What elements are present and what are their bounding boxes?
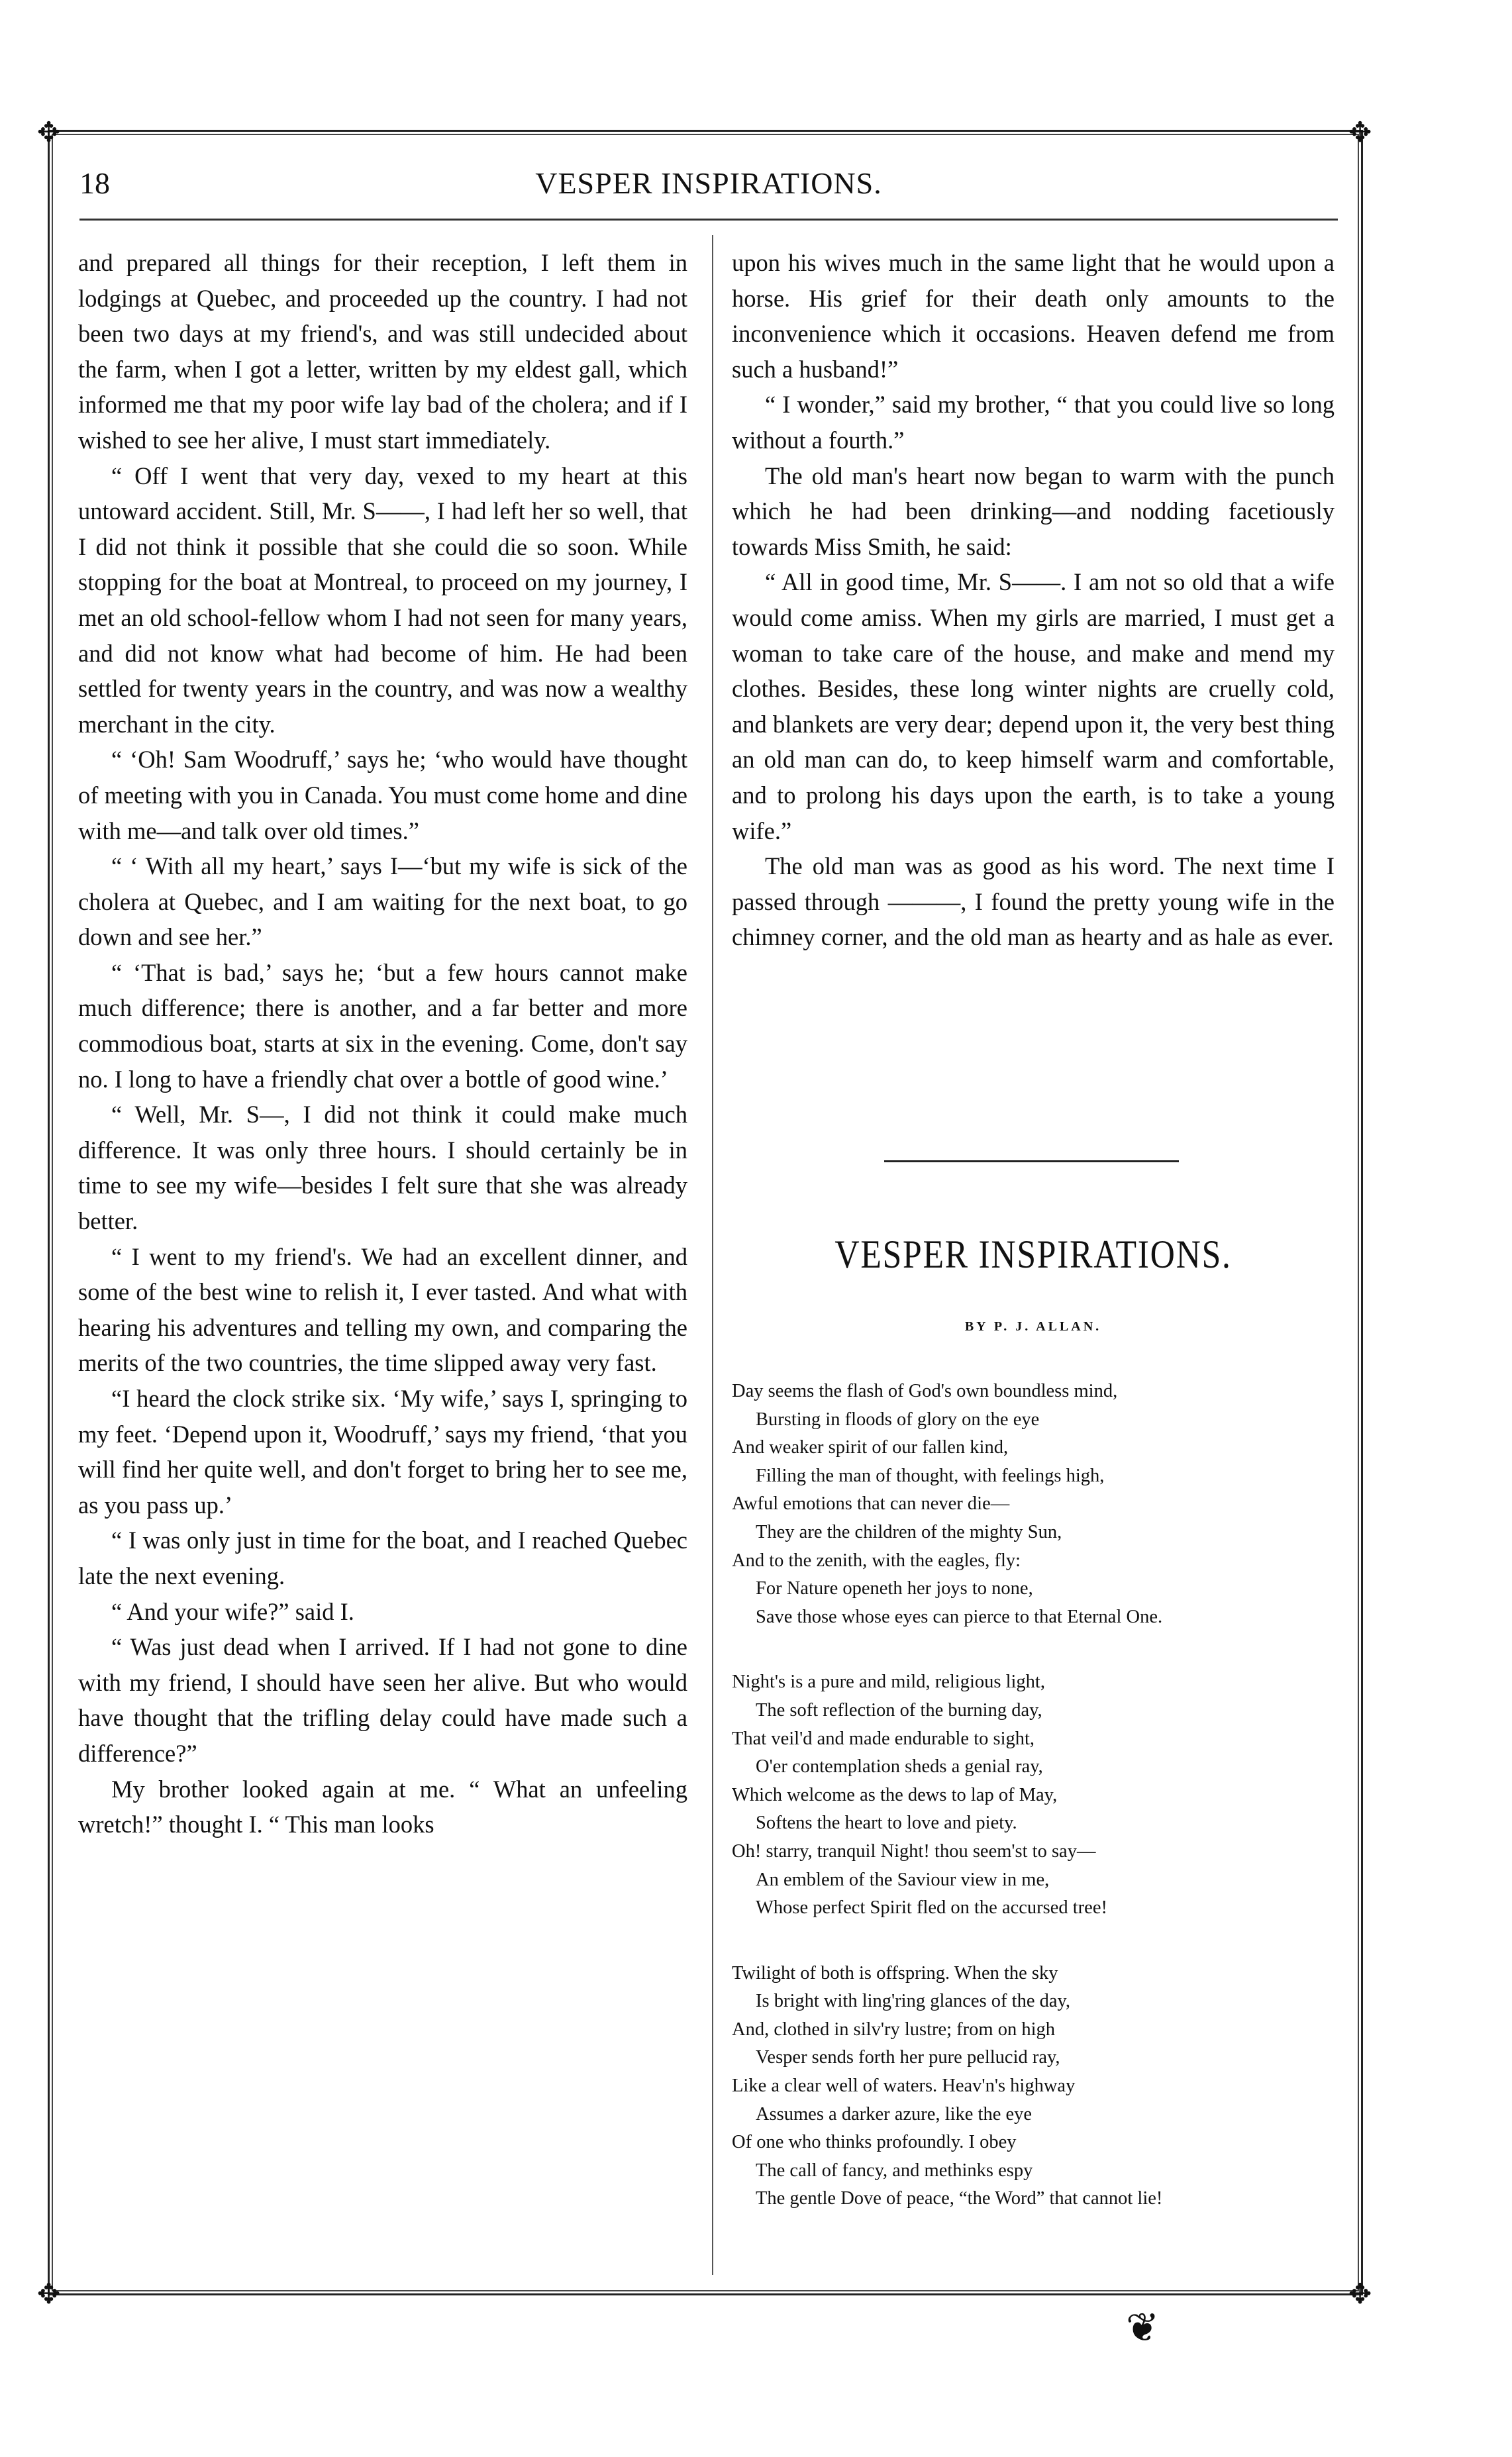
poem-line: Is bright with ling'ring glances of the day, bbox=[756, 1991, 1071, 2012]
poem-line: Bursting in floods of glory on the eye bbox=[756, 1409, 1040, 1430]
poem-line: And, clothed in silv'ry lustre; from on high bbox=[732, 2019, 1055, 2040]
column-divider bbox=[712, 235, 713, 2275]
page-number: 18 bbox=[79, 166, 110, 200]
paragraph: “ I was only just in time for the boat, and I reached Quebec late the next evening. bbox=[78, 1527, 687, 1589]
paragraph: “ I wonder,” said my brother, “ that you could live so long without a fourth.” bbox=[732, 391, 1335, 454]
paragraph: upon his wives much in the same light that he would upon a horse. His grief for their death only amounts to the inconvenience which it occasions. Heaven defend me from such a husband!” bbox=[732, 249, 1335, 383]
poem-line: Day seems the flash of God's own boundless mind, bbox=[732, 1381, 1118, 1401]
poem-stanza bbox=[732, 1378, 1341, 1631]
paragraph: My brother looked again at me. “ What an unfeeling wretch!” thought I. “ This man looks bbox=[78, 1775, 687, 1838]
paragraph: “ Off I went that very day, vexed to my heart at this untoward accident. Still, Mr. S——, I had left her so well, that I did not think it possible that she could die so soon. While stopping for the boat at Montreal, to proceed on my journey, I met an old school-fellow whom I had not seen for many years, and did not know what had become of him. He had been settled for twenty years in the country, and was now a wealthy merchant in the city. bbox=[78, 462, 687, 738]
poem-line: Assumes a darker azure, like the eye bbox=[756, 2103, 1033, 2125]
paragraph: “ Well, Mr. S—, I did not think it could make much difference. It was only three hours. I should certainly be in time to see my wife—besides I felt sure that she was already better. bbox=[78, 1101, 687, 1235]
poem-line: And to the zenith, with the eagles, fly: bbox=[732, 1550, 1021, 1571]
corner-ornament-icon: ✥ bbox=[1348, 118, 1372, 148]
poem-line: And weaker spirit of our fallen kind, bbox=[732, 1437, 1009, 1458]
poem-line: An emblem of the Saviour view in me, bbox=[756, 1869, 1050, 1890]
poem-title: VESPER INSPIRATIONS. bbox=[834, 1232, 1232, 1276]
poem-line: Filling the man of thought, with feelings high, bbox=[756, 1465, 1105, 1486]
poem-stanza bbox=[732, 1668, 1341, 1922]
paragraph: The old man's heart now began to warm with the punch which he had been drinking—and nodding facetiously towards Miss Smith, he said: bbox=[732, 462, 1335, 560]
poem-line: The soft reflection of the burning day, bbox=[756, 1699, 1042, 1721]
poem-line: Save those whose eyes can pierce to that Eternal One. bbox=[756, 1606, 1163, 1627]
paragraph: and prepared all things for their reception, I left them in lodgings at Quebec, and proceeded up the country. I had not been two days at my friend's, and was still undecided about the farm, when I got a letter, written by my eldest gall, which informed me that my poor wife lay bad of the cholera; and if I wished to see her alive, I must start immediately. bbox=[78, 249, 687, 454]
header-divider bbox=[79, 219, 1338, 221]
poem-line: Like a clear well of waters. Heav'n's highway bbox=[732, 2076, 1076, 2097]
poem-line: That veil'd and made endurable to sight, bbox=[732, 1728, 1035, 1749]
paragraph: “I heard the clock strike six. ‘My wife,’ says I, springing to my feet. ‘Depend upon it, Woodruff,’ says my friend, ‘that you will find her quite well, and don't forget to bring her to see me, as you pass up.’ bbox=[78, 1385, 687, 1519]
poem-line: Of one who thinks profoundly. I obey bbox=[732, 2132, 1017, 2153]
paragraph: “ ‘ With all my heart,’ says I—‘but my wife is sick of the cholera at Quebec, and I am waiting for the next boat, to go down and see her.” bbox=[78, 852, 687, 951]
corner-ornament-icon: ✥ bbox=[37, 118, 61, 148]
poem-stanza bbox=[732, 1960, 1341, 2213]
poem-line: The gentle Dove of peace, “the Word” that cannot lie! bbox=[756, 2188, 1163, 2209]
ornament-icon: ❦ bbox=[1126, 2306, 1160, 2350]
paragraph: “ I went to my friend's. We had an excellent dinner, and some of the best wine to relish it, I ever tasted. And what with hearing his adventures and telling my own, and comparing the merits of the two countries, the time slipped away very fast. bbox=[78, 1242, 687, 1377]
page-header bbox=[79, 166, 1338, 205]
paragraph: “ Was just dead when I arrived. If I had not gone to dine with my friend, I should have seen her alive. But who would have thought that the trifling delay could have made such a difference?” bbox=[78, 1633, 687, 1767]
poem-line: They are the children of the mighty Sun, bbox=[756, 1521, 1062, 1542]
poem-line: The call of fancy, and methinks espy bbox=[756, 2160, 1033, 2181]
paragraph: “ ‘That is bad,’ says he; ‘but a few hours cannot make much difference; there is another, and a far better and more commodious boat, starts at six in the evening. Come, don't say no. I long to have a friendly chat over a bottle of good wine.’ bbox=[78, 958, 687, 1093]
paragraph: “ And your wife?” said I. bbox=[111, 1597, 354, 1625]
poem-line: Twilight of both is offspring. When the sky bbox=[732, 1962, 1058, 1983]
poem-line: O'er contemplation sheds a genial ray, bbox=[756, 1756, 1043, 1778]
right-column bbox=[732, 245, 1335, 955]
poem-line: Vesper sends forth her pure pellucid ray, bbox=[756, 2047, 1060, 2068]
poem-line: Softens the heart to love and piety. bbox=[756, 1813, 1017, 1834]
poem-line: Oh! starry, tranquil Night! thou seem'st to say— bbox=[732, 1840, 1096, 1862]
poem-line: Awful emotions that can never die— bbox=[732, 1493, 1010, 1515]
running-title: VESPER INSPIRATIONS. bbox=[535, 166, 882, 200]
corner-ornament-icon: ✥ bbox=[1348, 2280, 1372, 2310]
poem-line: Whose perfect Spirit fled on the accursed tree! bbox=[756, 1897, 1107, 1919]
paragraph: The old man was as good as his word. The next time I passed through ———, I found the pretty young wife in the chimney corner, and the old man as hearty and as hale as ever. bbox=[732, 852, 1335, 951]
poem-line: Night's is a pure and mild, religious light, bbox=[732, 1672, 1045, 1693]
paragraph: “ All in good time, Mr. S——. I am not so old that a wife would come amiss. When my girls are married, I must get a woman to take care of the house, and make and mend my clothes. Besides, these long winter nights are cruelly cold, and blankets are very dear; depend upon it, the very best thing an old man can do, to keep himself warm and comfortable, and to prolong his days upon the earth, is to take a young wife.” bbox=[732, 568, 1335, 844]
poem-author: BY P. J. ALLAN. bbox=[964, 1319, 1102, 1334]
poem-body bbox=[732, 1378, 1341, 2250]
poem-line: Which welcome as the dews to lap of May, bbox=[732, 1784, 1058, 1805]
paragraph: “ ‘Oh! Sam Woodruff,’ says he; ‘who would have thought of meeting with you in Canada. You must come home and dine with me—and talk over old times.” bbox=[78, 746, 687, 844]
poem-line: For Nature openeth her joys to none, bbox=[756, 1578, 1033, 1599]
corner-ornament-icon: ✥ bbox=[37, 2280, 61, 2310]
left-column bbox=[78, 245, 687, 1842]
section-divider bbox=[884, 1160, 1179, 1162]
